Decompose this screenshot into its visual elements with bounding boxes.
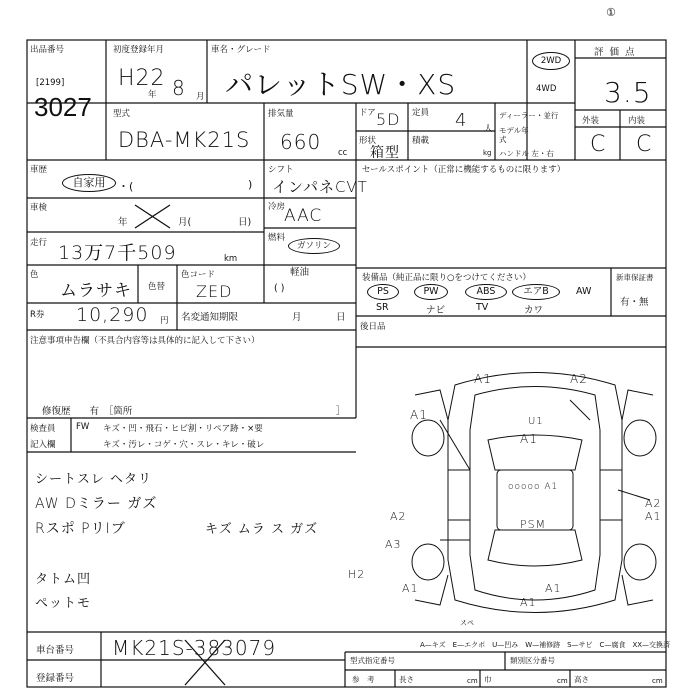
inspector-label-2: 記入欄 [30, 440, 56, 450]
mileage-label: 走行 [30, 238, 48, 248]
inspector-row-1: キズ・凹・飛石・ヒビ割・リペア跡・×要 [103, 424, 263, 434]
remark-line-3b: キズ ムラ ス ガズ [205, 522, 319, 537]
persons-label: 人 [484, 124, 493, 134]
era-year: H22 [118, 66, 166, 91]
warranty-value: 有・無 [620, 297, 649, 308]
displacement-label: 排気量 [268, 109, 294, 119]
color-code: ZED [196, 282, 233, 301]
mark-a1-top-left: A1 [474, 372, 492, 386]
recycle-label: R券 [30, 310, 45, 320]
width-label: 巾 [484, 675, 492, 684]
mark-a3-left: A3 [385, 538, 402, 551]
chassis-value: MK21S-383079 [112, 636, 277, 660]
notes-label: 注意事項申告欄（不具合内容等は具体的に記入して下さい） [30, 336, 260, 346]
option-4wd: 4WD [536, 84, 557, 94]
equip-sr: SR [376, 302, 389, 313]
deadline-label: 名変通知期限 [181, 312, 239, 323]
remark-line-2: AW Dミラー ガズ [35, 496, 158, 512]
mark-h2: H2 [348, 568, 366, 581]
equipment-label: 装備品（純正品に限り○をつけてください） [362, 273, 531, 283]
cc-label: cc [338, 148, 348, 158]
lot-label: 出品番号 [30, 45, 65, 55]
score-label: 評価点 [594, 47, 641, 58]
car-name-label: 車名・グレード [211, 45, 271, 55]
km-label: km [224, 254, 238, 264]
lot-number: 3027 [34, 92, 92, 122]
fuel-paren: ( ) [274, 283, 285, 294]
category-label: 類別区分番号 [510, 656, 555, 665]
mark-a2-top-right: A2 [570, 372, 588, 386]
option-2wd: 2WD [532, 52, 570, 70]
warranty-label: 新車保証書 [616, 273, 654, 282]
first-reg-month: 8 [172, 76, 186, 100]
first-reg-label: 初度登録年月 [113, 45, 165, 55]
fuel-label: 燃料 [268, 233, 286, 243]
mark-a1-bottom-left: A1 [402, 582, 419, 595]
mark-a1-bottom-right: A1 [545, 582, 562, 595]
model-value: DBA-MK21S [118, 128, 251, 152]
nen-label: 年 [148, 90, 157, 100]
kg-label: kg [483, 149, 492, 157]
color-change-label: 色替 [148, 282, 166, 292]
exterior-label: 外装 [582, 116, 600, 126]
ac-value: AAC [284, 206, 323, 226]
corner-mark: ① [606, 6, 616, 19]
equip-navi: ナビ [426, 305, 446, 316]
length-cm: cm [467, 677, 478, 685]
dealer-label: ディーラー・並行 [499, 111, 559, 120]
remark-line-4: タトム凹 [35, 572, 92, 587]
remark-line-5: ペットモ [35, 596, 92, 611]
car-name: パレットSW・XS [225, 68, 457, 101]
repair-history: 修復歴 有 ［箇所 [42, 406, 133, 417]
handle-label: ハンドル 左・右 [499, 149, 554, 158]
history-value: 自家用 [62, 174, 116, 192]
doors-label: ドア [359, 108, 376, 118]
model-label: 型式 [113, 109, 131, 119]
sales-point-label: セールスポイント（正常に機能するものに限ります） [362, 165, 566, 175]
mark-a1-bottom-right-2: A1 [520, 596, 537, 609]
inspector-fw: FW [76, 422, 90, 432]
shaken-hi: 日) [238, 217, 252, 228]
shaken-label: 車検 [30, 203, 48, 213]
reference-label: 参 考 [352, 675, 375, 684]
equip-aw: AW [576, 286, 592, 297]
height-label: 高さ [574, 675, 589, 684]
registration-label: 登録番号 [36, 673, 75, 684]
history-rest: ・( [118, 180, 134, 193]
remark-line-3: Rスポ PリIブ [35, 521, 126, 537]
interior-label: 内装 [628, 116, 646, 126]
shape-value: 箱型 [370, 145, 400, 161]
shaken-nen: 年 [118, 217, 128, 228]
interior-score: C [636, 132, 653, 157]
equip-leather: カワ [524, 305, 544, 316]
car-body-diagram [412, 373, 656, 613]
deadline-hi: 日 [336, 312, 346, 323]
yen-label: 円 [160, 316, 169, 326]
displacement-value: 660 [280, 130, 322, 154]
equip-tv: TV [476, 302, 489, 313]
shift-label: シフト [268, 165, 294, 175]
equip-abs: ABS [465, 284, 507, 300]
capacity-label: 定員 [412, 108, 430, 118]
length-label: 長さ [399, 675, 414, 684]
remark-line-1: シートスレ ヘタリ [35, 472, 153, 487]
ac-label: 冷房 [268, 202, 286, 212]
recycle-value: 10,290 [76, 304, 149, 326]
fuel-diesel: 軽油 [290, 267, 310, 278]
mark-a1-left-door: A1 [410, 408, 428, 422]
shaken-tsuki: 月( [178, 217, 192, 228]
mark-u1: U1 [528, 416, 544, 427]
mark-a1-right: A1 [645, 510, 662, 523]
equip-airbag: エアB [512, 284, 560, 300]
mark-small: ooooo A1 [508, 482, 559, 492]
tsuki-label: 月 [196, 92, 205, 102]
chassis-label: 車台番号 [36, 645, 75, 656]
shift-value: インパネCVT [272, 178, 368, 196]
exterior-score: C [590, 132, 607, 157]
equip-pw: PW [414, 284, 448, 300]
mark-psm: PSM [520, 518, 547, 531]
inspector-row-2: キズ・汚レ・コゲ・穴・スレ・キレ・破レ [103, 440, 265, 450]
type-spec-label: 型式指定番号 [350, 656, 395, 665]
height-cm: cm [652, 677, 663, 685]
shape-label: 形状 [359, 136, 377, 146]
color-label: 色 [30, 270, 39, 280]
capacity-value: 4 [455, 110, 468, 131]
lot-small: [2199] [36, 78, 65, 88]
loading-label: 積載 [412, 136, 430, 146]
color-value: ムラサキ [60, 281, 132, 301]
mark-a2-right: A2 [645, 497, 662, 510]
model-year-label: モデル年式 [499, 126, 529, 144]
mark-a2-left: A2 [390, 510, 407, 523]
deadline-tsuki: 月 [292, 312, 302, 323]
inspector-label-1: 検査員 [30, 424, 56, 434]
repair-history-close: ］ [336, 406, 346, 417]
width-cm: cm [557, 677, 568, 685]
mileage-value: 13万7千509 [58, 242, 177, 264]
score-value: 3.5 [604, 76, 652, 109]
history-label: 車歴 [30, 165, 48, 175]
color-code-label: 色コード [181, 270, 216, 280]
history-close: ) [248, 178, 253, 191]
fuel-gasoline: ガソリン [288, 238, 340, 254]
equip-ps: PS [367, 284, 399, 300]
doors-value: 5D [376, 110, 401, 129]
mark-a1-roof: A1 [520, 432, 538, 446]
mark-supe: スペ [460, 619, 474, 627]
after-label: 後日品 [360, 322, 386, 332]
legend: A—キズ E—エクボ U—凹み W—補修跡 S—サビ C—腐食 XX—交換済 [420, 641, 671, 649]
